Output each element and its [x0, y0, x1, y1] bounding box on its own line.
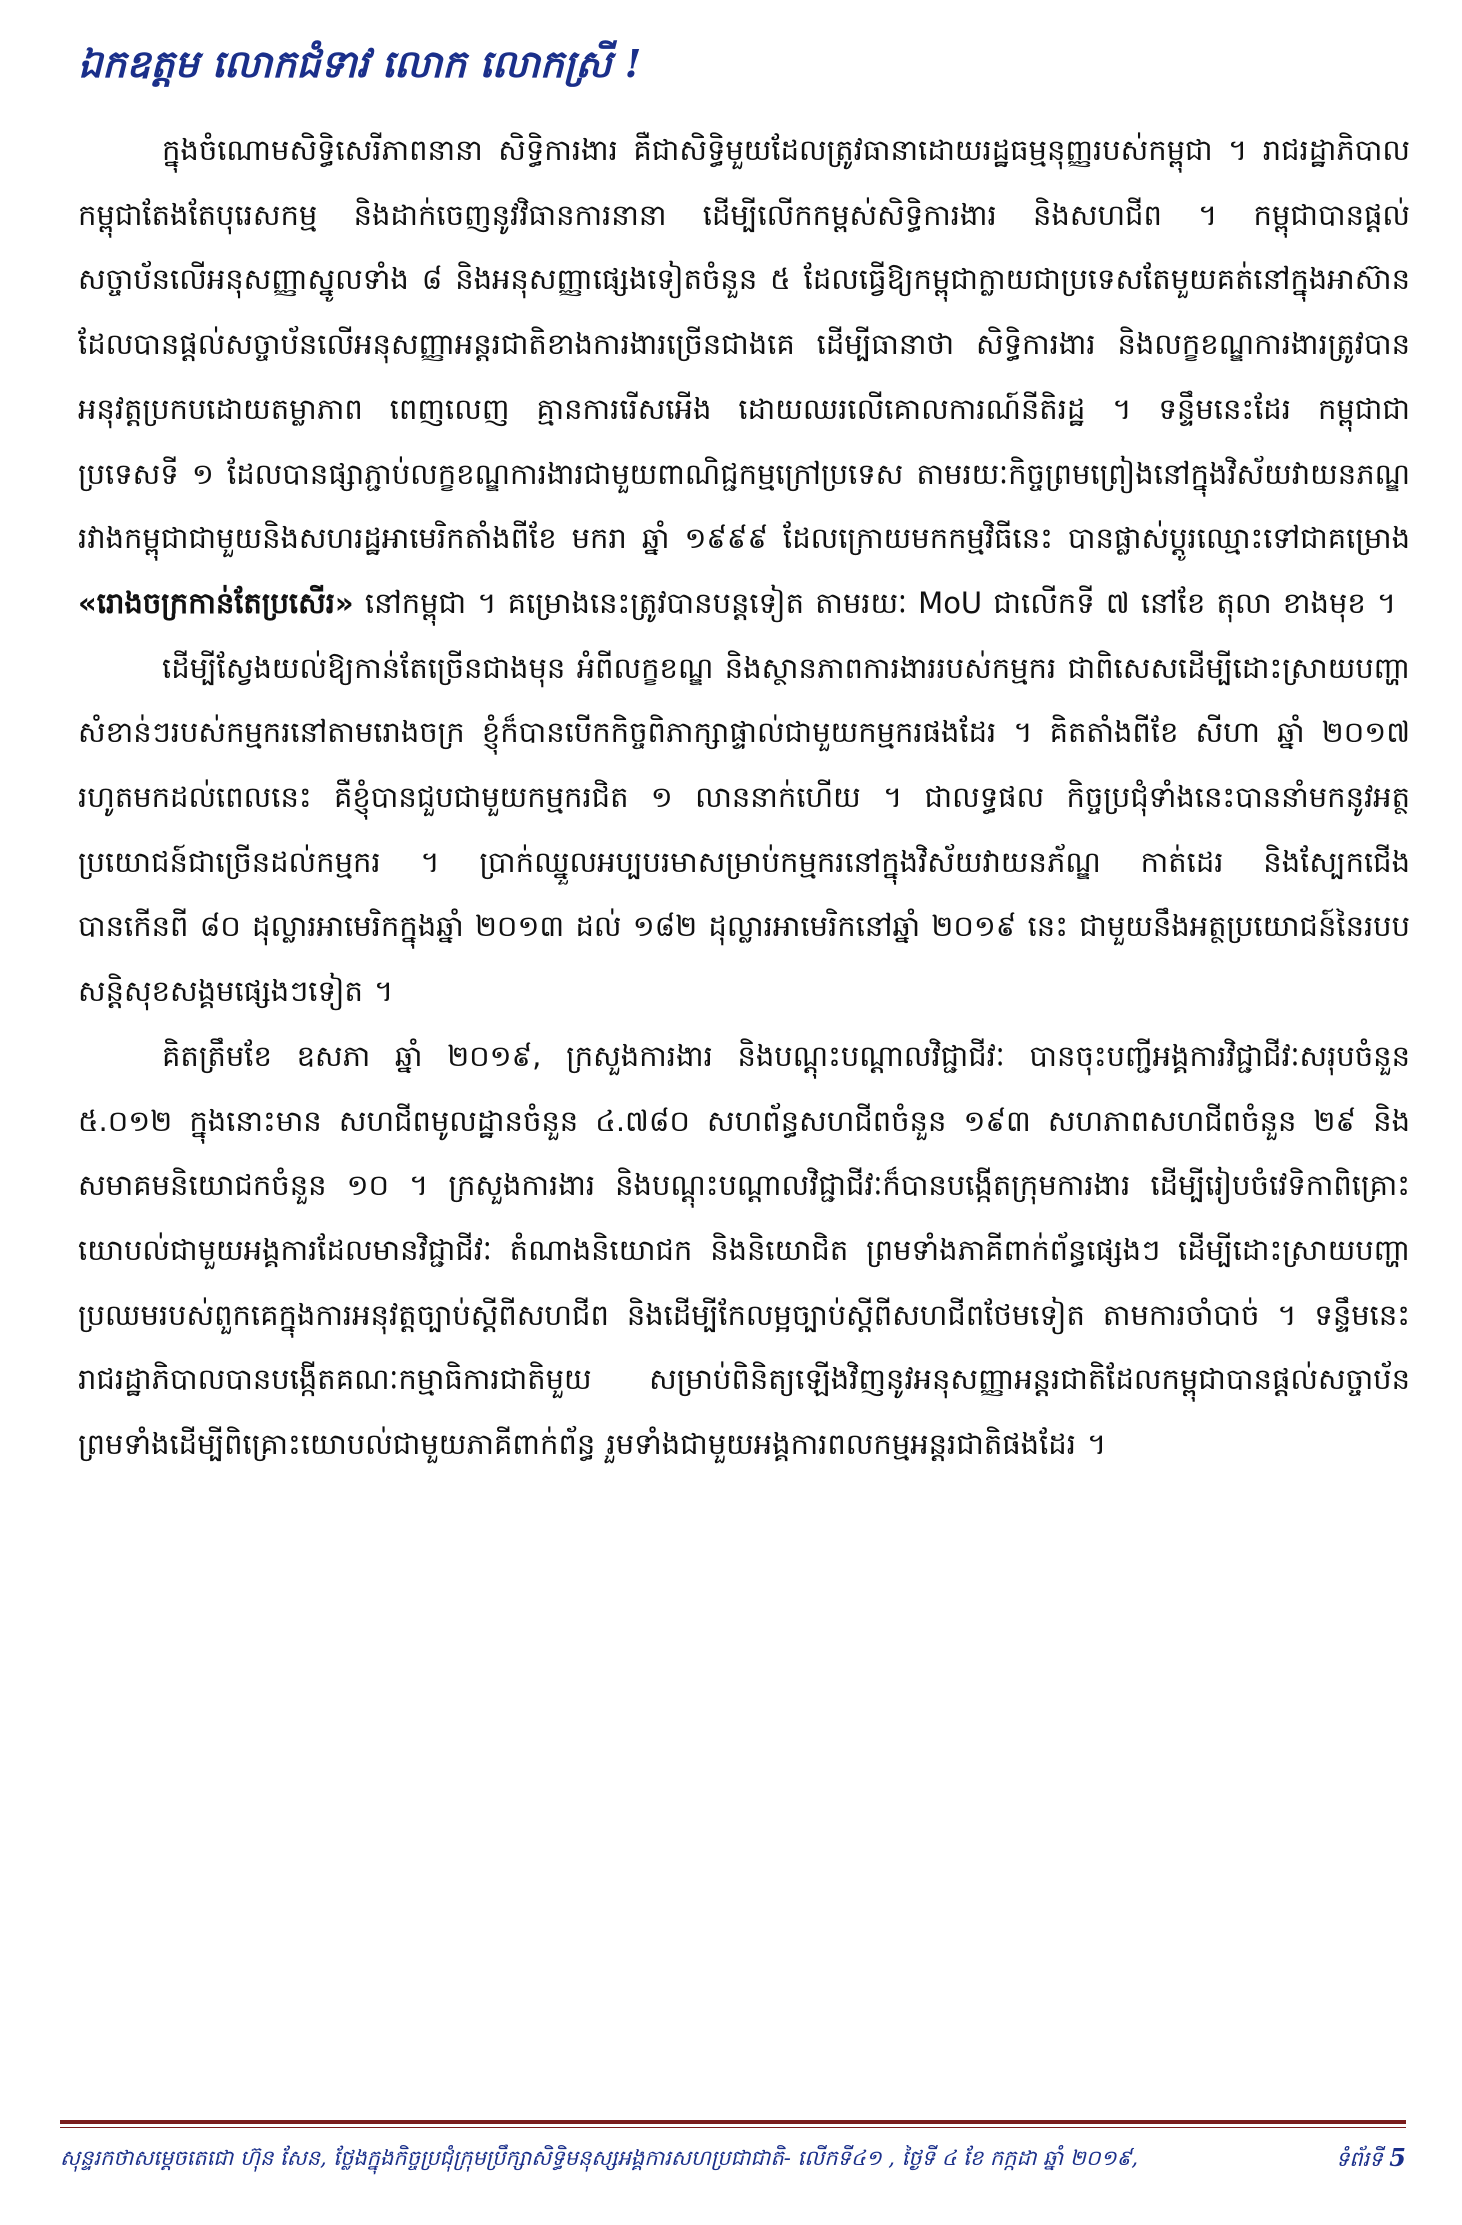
- paragraph-1-text-before: ក្នុងចំណោមសិទ្ធិសេរីភាពនានា សិទ្ធិការងារ គឺជាសិទ្ធិមួយដែលត្រូវធានាដោយរដ្ឋធម្មនុញ្ញរបស់កម្ពុជា ។ រាជរដ្ឋាភិបាលកម្ពុជាតែងតែបុរេសកម្ម និងដាក់ចេញនូវវិធានការនានា ដើម្បីលើកកម្ពស់សិទ្ធិការងារ និងសហជីព ។ កម្ពុជាបានផ្តល់សច្ចាប័នលើអនុសញ្ញាស្នូលទាំង ៨ និងអនុសញ្ញាផ្សេងទៀតចំនួន ៥ ដែលធ្វើឱ្យកម្ពុជាក្លាយជាប្រទេសតែមួយគត់នៅក្នុងអាស៊ាន ដែលបានផ្តល់សច្ចាប័នលើអនុសញ្ញាអន្តរជាតិខាងការងារច្រើនជាងគេ ដើម្បីធានាថា សិទ្ធិការងារ និងលក្ខខណ្ឌការងារត្រូវបានអនុវត្តប្រកបដោយតម្លាភាព ពេញលេញ គ្មានការរើសអើង ដោយឈរលើគោលការណ៍នីតិរដ្ឋ ។ ទន្ទឹមនេះដែរ កម្ពុជាជាប្រទេសទី ១ ដែលបានផ្សាភ្ជាប់លក្ខខណ្ឌការងារជាមួយពាណិជ្ជកម្មក្រៅប្រទេស តាមរយៈកិច្ចព្រមព្រៀងនៅក្នុងវិស័យវាយនភណ្ឌរវាងកម្ពុជាជាមួយនិងសហរដ្ឋអាមេរិកតាំងពីខែ មករា ឆ្នាំ ១៩៩៩ ដែលក្រោយមកកម្មវិធីនេះ បានផ្លាស់ប្តូរឈ្មោះទៅជាគម្រោង: [78, 133, 1410, 556]
- page-footer: [60, 2138, 1406, 2188]
- document-body: [78, 118, 1410, 2078]
- page-label: ទំព័រទី: [1335, 2147, 1383, 2171]
- paragraph-3: គិតត្រឹមខែ ឧសភា ឆ្នាំ ២០១៩, ក្រសួងការងារ និងបណ្តុះបណ្តាលវិជ្ជាជីវៈ បានចុះបញ្ជីអង្គការវិជ្ជាជីវៈសរុបចំនួន ៥.០១២ ក្នុងនោះមាន សហជីពមូលដ្ឋានចំនួន ៤.៧៨០ សហព័ន្ធសហជីពចំនួន ១៩៣ សហភាពសហជីពចំនួន ២៩ និងសមាគមនិយោជកចំនួន ១០ ។ ក្រសួងការងារ និងបណ្តុះបណ្តាលវិជ្ជាជីវៈក៏បានបង្កើតក្រុមការងារ ដើម្បីរៀបចំវេទិកាពិគ្រោះយោបល់ជាមួយអង្គការដែលមានវិជ្ជាជីវៈ តំណាងនិយោជក និងនិយោជិត ព្រមទាំងភាគីពាក់ព័ន្ធផ្សេងៗ ដើម្បីដោះស្រាយបញ្ហាប្រឈមរបស់ពួកគេក្នុងការអនុវត្តច្បាប់ស្តីពីសហជីព និងដើម្បីកែលម្អច្បាប់ស្តីពីសហជីពថែមទៀត តាមការចាំបាច់ ។ ទន្ទឹមនេះរាជរដ្ឋាភិបាលបានបង្កើតគណៈកម្មាធិការជាតិមួយ សម្រាប់ពិនិត្យឡើងវិញនូវអនុសញ្ញាអន្តរជាតិដែលកម្ពុជាបានផ្តល់សច្ចាប័ន ព្រមទាំងដើម្បីពិគ្រោះយោបល់ជាមួយភាគីពាក់ព័ន្ធ រួមទាំងជាមួយអង្គការពលកម្មអន្តរជាតិផងដែរ ។: [78, 1038, 1410, 1462]
- footer-caption: សុន្ទរកថាសម្តេចតេជោ ហ៊ុន សែន, ថ្លែងក្នុងកិច្ចប្រជុំក្រុមប្រឹក្សាសិទ្ធិមនុស្សអង្គការសហប្រជាជាតិ- លើកទី៤១ , ថ្ងៃទី ៤ ខែ កក្កដា ឆ្នាំ ២០១៩,: [60, 2146, 1139, 2170]
- footer-divider-thin: [60, 2127, 1406, 2128]
- salutation-heading: ឯកឧត្តម លោកជំទាវ លោក លោកស្រី !: [78, 41, 642, 86]
- page-number: 5: [1389, 2143, 1406, 2172]
- paragraph-2: ដើម្បីស្វែងយល់ឱ្យកាន់តែច្រើនជាងមុន អំពីលក្ខខណ្ឌ និងស្ថានភាពការងាររបស់កម្មករ ជាពិសេសដើម្បីដោះស្រាយបញ្ហាសំខាន់ៗរបស់កម្មករនៅតាមរោងចក្រ ខ្ញុំក៏បានបើកកិច្ចពិភាក្សាផ្ទាល់ជាមួយកម្មករផងដែរ ។ គិតតាំងពីខែ សីហា ឆ្នាំ ២០១៧ រហូតមកដល់ពេលនេះ គឺខ្ញុំបានជួបជាមួយកម្មករជិត ១ លាននាក់ហើយ ។ ជាលទ្ធផល កិច្ចប្រជុំទាំងនេះបាននាំមកនូវអត្ថប្រយោជន៍ជាច្រើនដល់កម្មករ ។ ប្រាក់ឈ្នួលអប្បបរមាសម្រាប់កម្មករនៅក្នុងវិស័យវាយនភ័ណ្ឌ កាត់ដេរ និងស្បែកជើង បានកើនពី ៨០ ដុល្លារអាមេរិកក្នុងឆ្នាំ ២០១៣ ដល់ ១៨២ ដុល្លារអាមេរិកនៅឆ្នាំ ២០១៩ នេះ ជាមួយនឹងអត្ថប្រយោជន៍នៃរបបសន្តិសុខសង្គមផ្សេងៗទៀត ។: [78, 650, 1410, 1009]
- page-indicator: [1326, 2138, 1406, 2188]
- paragraph-1-text-after: នៅកម្ពុជា ។ គម្រោងនេះត្រូវបានបន្តទៀត តាមរយៈ MoU ជាលើកទី ៧ នៅខែ តុលា ខាងមុខ ។: [353, 585, 1397, 620]
- better-factories-project-name: «រោងចក្រកាន់តែប្រសើរ»: [78, 585, 354, 620]
- paragraph-1: [78, 118, 1410, 636]
- footer-divider-thick: [60, 2120, 1406, 2124]
